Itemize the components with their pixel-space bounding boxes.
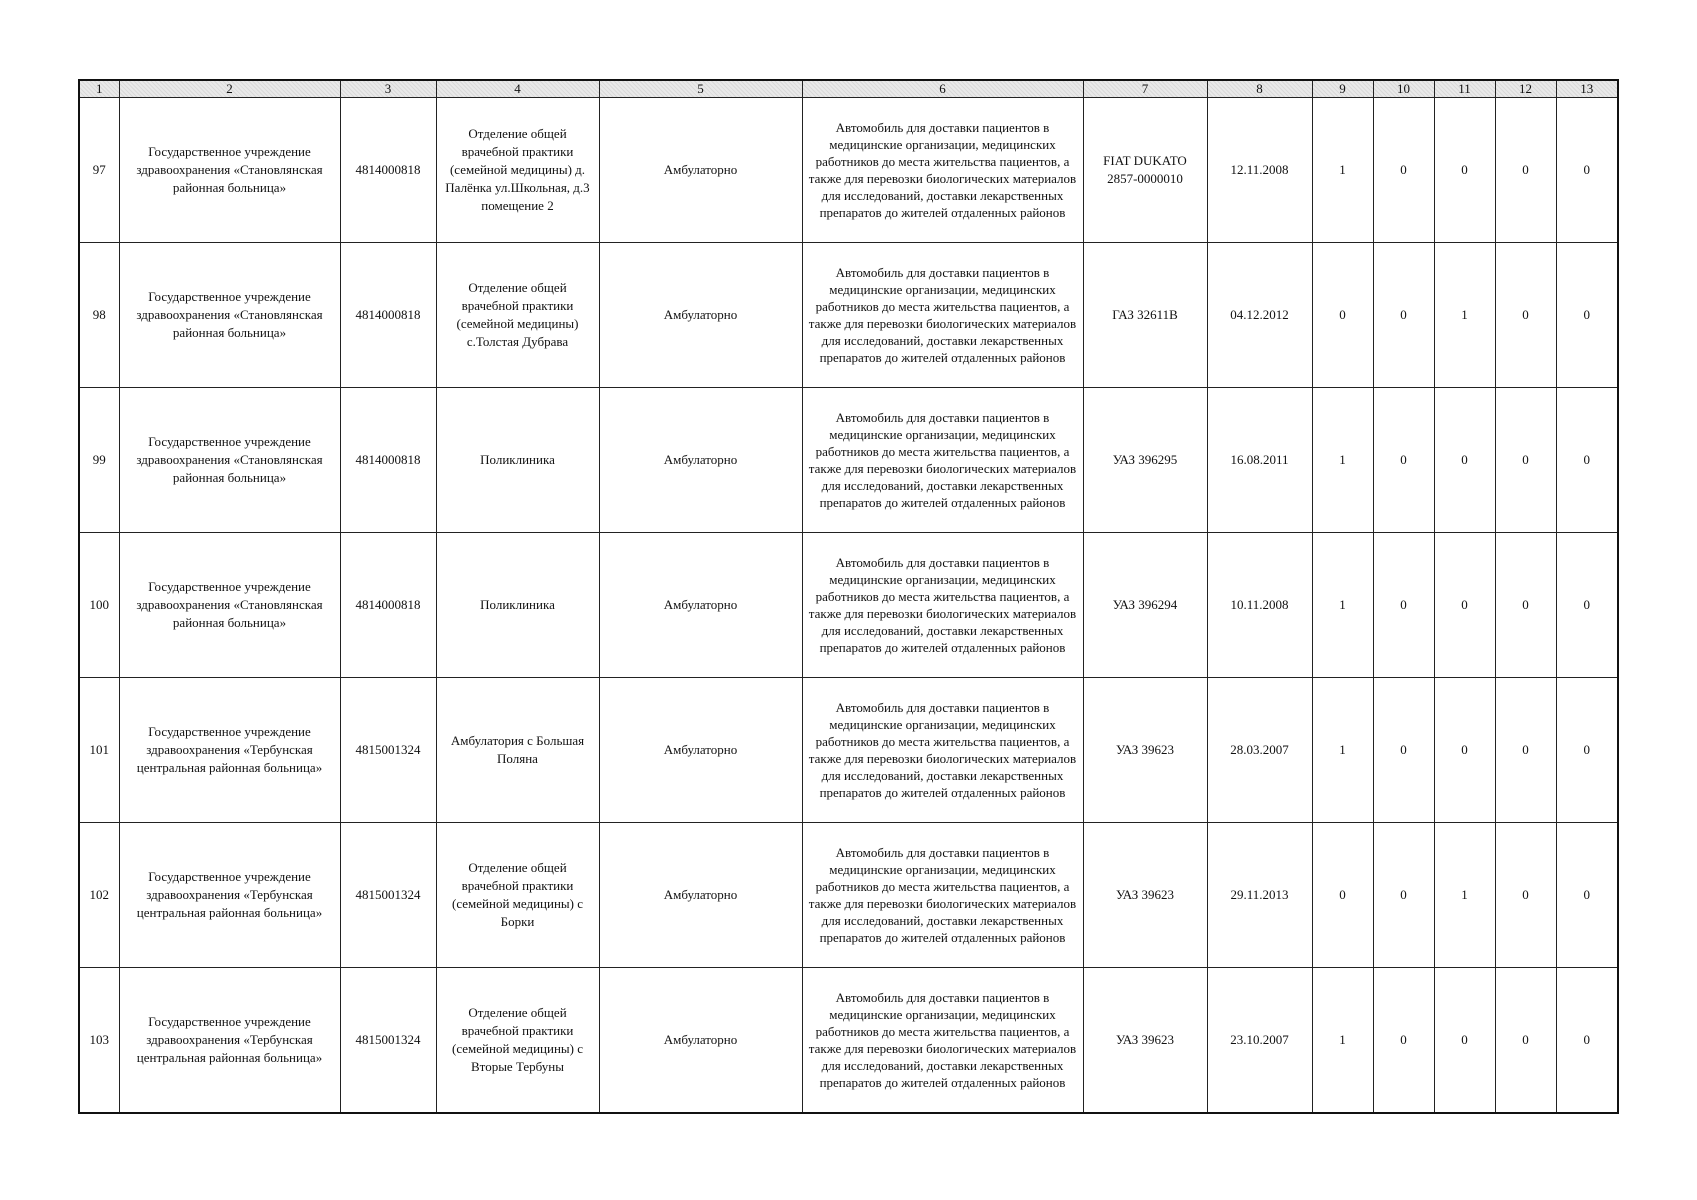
table-row <box>79 533 1618 678</box>
count-cell: 0 <box>1434 678 1495 823</box>
inn-cell: 4814000818 <box>340 98 436 243</box>
count-cell: 0 <box>1495 678 1556 823</box>
vehicle-model-cell: УАЗ 39623 <box>1083 678 1207 823</box>
inn-cell: 4814000818 <box>340 388 436 533</box>
organization-cell: Государственное учреждение здравоохранения «Тербунская центральная районная больница» <box>119 823 340 968</box>
count-cell: 1 <box>1434 823 1495 968</box>
count-cell: 0 <box>1373 678 1434 823</box>
column-header: 10 <box>1373 80 1434 98</box>
date-cell: 12.11.2008 <box>1207 98 1312 243</box>
organization-cell: Государственное учреждение здравоохранения «Становлянская районная больница» <box>119 388 340 533</box>
vehicle-purpose-cell: Автомобиль для доставки пациентов в медицинские организации, медицинских работников до места жительства пациентов, а также для перевозки биологических материалов для исследований, доставки лекарственных препаратов до жителей отдаленных районов <box>802 243 1083 388</box>
table-row <box>79 243 1618 388</box>
vehicle-purpose-cell: Автомобиль для доставки пациентов в медицинские организации, медицинских работников до места жительства пациентов, а также для перевозки биологических материалов для исследований, доставки лекарственных препаратов до жителей отдаленных районов <box>802 98 1083 243</box>
organization-cell: Государственное учреждение здравоохранения «Тербунская центральная районная больница» <box>119 678 340 823</box>
column-header: 11 <box>1434 80 1495 98</box>
organization-cell: Государственное учреждение здравоохранения «Тербунская центральная районная больница» <box>119 968 340 1113</box>
row-number-cell: 98 <box>79 243 119 388</box>
count-cell: 0 <box>1495 388 1556 533</box>
vehicle-purpose-cell: Автомобиль для доставки пациентов в медицинские организации, медицинских работников до места жительства пациентов, а также для перевозки биологических материалов для исследований, доставки лекарственных препаратов до жителей отдаленных районов <box>802 823 1083 968</box>
care-conditions-cell: Амбулаторно <box>599 823 802 968</box>
count-cell: 0 <box>1434 533 1495 678</box>
count-cell: 0 <box>1556 678 1618 823</box>
column-header: 7 <box>1083 80 1207 98</box>
care-conditions-cell: Амбулаторно <box>599 388 802 533</box>
row-number-cell: 99 <box>79 388 119 533</box>
organization-cell: Государственное учреждение здравоохранения «Становлянская районная больница» <box>119 243 340 388</box>
subdivision-cell: Отделение общей врачебной практики (семейной медицины) с Вторые Тербуны <box>436 968 599 1113</box>
count-cell: 0 <box>1373 968 1434 1113</box>
inn-cell: 4815001324 <box>340 823 436 968</box>
care-conditions-cell: Амбулаторно <box>599 533 802 678</box>
row-number-cell: 103 <box>79 968 119 1113</box>
column-header: 8 <box>1207 80 1312 98</box>
column-header: 13 <box>1556 80 1618 98</box>
vehicle-purpose-cell: Автомобиль для доставки пациентов в медицинские организации, медицинских работников до места жительства пациентов, а также для перевозки биологических материалов для исследований, доставки лекарственных препаратов до жителей отдаленных районов <box>802 678 1083 823</box>
count-cell: 0 <box>1434 968 1495 1113</box>
count-cell: 0 <box>1434 388 1495 533</box>
column-header: 3 <box>340 80 436 98</box>
count-cell: 0 <box>1312 243 1373 388</box>
column-header: 12 <box>1495 80 1556 98</box>
subdivision-cell: Поликлиника <box>436 388 599 533</box>
count-cell: 0 <box>1495 823 1556 968</box>
count-cell: 0 <box>1556 823 1618 968</box>
column-header: 4 <box>436 80 599 98</box>
count-cell: 1 <box>1312 388 1373 533</box>
organization-cell: Государственное учреждение здравоохранения «Становлянская районная больница» <box>119 533 340 678</box>
count-cell: 0 <box>1556 388 1618 533</box>
count-cell: 1 <box>1312 678 1373 823</box>
inn-cell: 4815001324 <box>340 678 436 823</box>
subdivision-cell: Поликлиника <box>436 533 599 678</box>
vehicle-model-cell: УАЗ 396295 <box>1083 388 1207 533</box>
vehicle-model-cell: УАЗ 396294 <box>1083 533 1207 678</box>
subdivision-cell: Амбулатория с Большая Поляна <box>436 678 599 823</box>
count-cell: 1 <box>1312 533 1373 678</box>
care-conditions-cell: Амбулаторно <box>599 243 802 388</box>
count-cell: 0 <box>1495 968 1556 1113</box>
table-row <box>79 823 1618 968</box>
count-cell: 0 <box>1373 823 1434 968</box>
count-cell: 0 <box>1373 98 1434 243</box>
inn-cell: 4815001324 <box>340 968 436 1113</box>
table-row <box>79 388 1618 533</box>
count-cell: 1 <box>1312 98 1373 243</box>
count-cell: 0 <box>1495 533 1556 678</box>
count-cell: 0 <box>1495 243 1556 388</box>
column-header: 5 <box>599 80 802 98</box>
count-cell: 0 <box>1495 98 1556 243</box>
count-cell: 0 <box>1373 388 1434 533</box>
vehicle-registry-table <box>78 79 1619 1114</box>
vehicle-purpose-cell: Автомобиль для доставки пациентов в медицинские организации, медицинских работников до места жительства пациентов, а также для перевозки биологических материалов для исследований, доставки лекарственных препаратов до жителей отдаленных районов <box>802 533 1083 678</box>
count-cell: 1 <box>1312 968 1373 1113</box>
vehicle-model-cell: FIAT DUKATO 2857-0000010 <box>1083 98 1207 243</box>
subdivision-cell: Отделение общей врачебной практики (семейной медицины) с Борки <box>436 823 599 968</box>
row-number-cell: 100 <box>79 533 119 678</box>
table-row <box>79 98 1618 243</box>
vehicle-model-cell: ГАЗ 32611В <box>1083 243 1207 388</box>
row-number-cell: 97 <box>79 98 119 243</box>
subdivision-cell: Отделение общей врачебной практики (семейной медицины) с.Толстая Дубрава <box>436 243 599 388</box>
column-number-header-row <box>79 80 1618 98</box>
date-cell: 16.08.2011 <box>1207 388 1312 533</box>
date-cell: 29.11.2013 <box>1207 823 1312 968</box>
count-cell: 0 <box>1373 533 1434 678</box>
vehicle-purpose-cell: Автомобиль для доставки пациентов в медицинские организации, медицинских работников до места жительства пациентов, а также для перевозки биологических материалов для исследований, доставки лекарственных препаратов до жителей отдаленных районов <box>802 388 1083 533</box>
vehicle-purpose-cell: Автомобиль для доставки пациентов в медицинские организации, медицинских работников до места жительства пациентов, а также для перевозки биологических материалов для исследований, доставки лекарственных препаратов до жителей отдаленных районов <box>802 968 1083 1113</box>
organization-cell: Государственное учреждение здравоохранения «Становлянская районная больница» <box>119 98 340 243</box>
care-conditions-cell: Амбулаторно <box>599 678 802 823</box>
count-cell: 0 <box>1556 968 1618 1113</box>
row-number-cell: 101 <box>79 678 119 823</box>
count-cell: 0 <box>1373 243 1434 388</box>
vehicle-model-cell: УАЗ 39623 <box>1083 968 1207 1113</box>
inn-cell: 4814000818 <box>340 243 436 388</box>
date-cell: 10.11.2008 <box>1207 533 1312 678</box>
count-cell: 0 <box>1556 533 1618 678</box>
date-cell: 28.03.2007 <box>1207 678 1312 823</box>
subdivision-cell: Отделение общей врачебной практики (семейной медицины) д. Палёнка ул.Школьная, д.3 помещение 2 <box>436 98 599 243</box>
table-row <box>79 678 1618 823</box>
count-cell: 1 <box>1434 243 1495 388</box>
date-cell: 04.12.2012 <box>1207 243 1312 388</box>
inn-cell: 4814000818 <box>340 533 436 678</box>
vehicle-model-cell: УАЗ 39623 <box>1083 823 1207 968</box>
care-conditions-cell: Амбулаторно <box>599 968 802 1113</box>
column-header: 9 <box>1312 80 1373 98</box>
column-header: 1 <box>79 80 119 98</box>
column-header: 6 <box>802 80 1083 98</box>
count-cell: 0 <box>1434 98 1495 243</box>
table-row <box>79 968 1618 1113</box>
count-cell: 0 <box>1556 98 1618 243</box>
row-number-cell: 102 <box>79 823 119 968</box>
care-conditions-cell: Амбулаторно <box>599 98 802 243</box>
column-header: 2 <box>119 80 340 98</box>
count-cell: 0 <box>1312 823 1373 968</box>
count-cell: 0 <box>1556 243 1618 388</box>
date-cell: 23.10.2007 <box>1207 968 1312 1113</box>
